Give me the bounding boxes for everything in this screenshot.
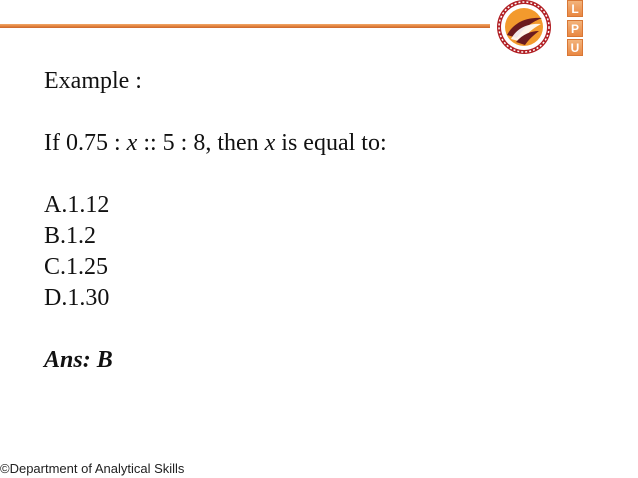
university-emblem-icon: [494, 0, 564, 56]
spacer-2: [44, 159, 604, 190]
option-a: A.1.12: [44, 192, 110, 218]
question-variable-1: x: [126, 130, 138, 156]
question-text: [44, 128, 604, 159]
lpu-letter-u: U: [567, 39, 583, 56]
lpu-letter-l: L: [567, 0, 583, 17]
slide-content: [44, 66, 604, 376]
option-d: D.1.30: [44, 285, 110, 311]
slide-heading: Example :: [44, 68, 142, 94]
spacer-3: [44, 314, 604, 345]
lpu-badge: [567, 0, 583, 56]
top-rule: [0, 24, 490, 28]
question-suffix: is equal to:: [275, 130, 387, 156]
footer-copyright: ©Department of Analytical Skills: [0, 461, 185, 476]
option-c: C.1.25: [44, 254, 109, 280]
option-b: B.1.2: [44, 223, 97, 249]
question-prefix: If 0.75 :: [44, 130, 127, 156]
spacer-1: [44, 97, 604, 128]
answer-text: Ans: B: [44, 347, 113, 373]
lpu-letter-p: P: [567, 20, 583, 37]
question-variable-2: x: [264, 130, 276, 156]
question-middle: :: 5 : 8, then: [137, 130, 265, 156]
